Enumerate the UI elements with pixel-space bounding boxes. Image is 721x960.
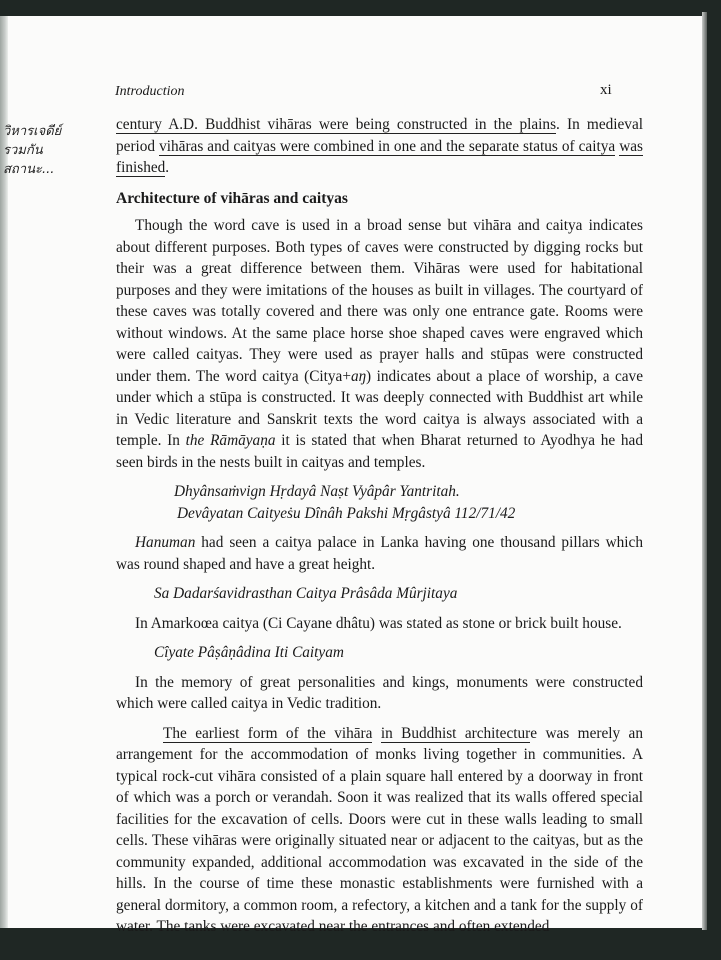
text-run: Though the word cave is used in a broad sense but vihāra and caitya indicates about different purposes. Both types of caves were constructed by digging rocks but their was a great difference between them. Vihāras were used for habitational purposes and they were imitations of the houses as built in villages. The courtyard of these caves was totally covered and there was only one entrance gate. Rooms were without windows. At the same place horse shoe shaped caves were engraved which were called caityas. They were used as prayer halls and stūpas were constructed under them. The word caitya (Citya+ [116,217,643,385]
underlined-text: century A.D. Buddhist vihāras were being constructed in the plains [116,116,557,133]
paragraph: In Amarkoœa caitya (Ci Cayane dhâtu) was stated as stone or brick built house. [135,614,622,632]
paragraph [116,723,643,938]
running-head: Introduction [115,84,185,99]
verse-line: Dhyânsaṁvign Hṛdayâ Naṣt Vyâpâr Yantritah. [174,483,460,500]
verse-quote: Sa Dadarśavidrasthan Caitya Prâsâda Mûrjitaya [154,585,458,602]
paragraph-continuation [116,114,643,179]
annotation-line: รวมกัน [3,143,43,158]
paragraph [116,532,643,575]
verse-quote [116,481,643,524]
section-heading: Architecture of vihāras and caityas [116,189,348,207]
italic-text: aŋ [350,367,366,385]
text-run: ) indicates about a place of worship, a cave under which a stūpa is constructed. It was deeply connected with Buddhist art while in Vedic literature and Sanskrit texts the word caitya is always associated with a temple. In [116,367,643,449]
text-run: it is stated that when Bharat returned to Ayodhya he had seen birds in the nests built in caityas and temples. [116,432,643,471]
handwritten-annotation [3,122,113,179]
italic-name: Hanuman [135,534,196,551]
underlined-text: in Buddhist architectur [380,724,531,742]
text-run [372,725,380,742]
paragraph [116,215,643,473]
verse-line: Devâyatan Caityeṡu Dînâh Pakshi Mṛgâstyâ 112/71/42 [177,504,516,522]
body-text [116,114,643,938]
annotation-line: วิหารเจดีย์ [3,124,62,139]
underlined-text: vihāras and caityas were combined in one and the separate status of caitya [159,137,616,155]
text-run: . In medieval period [116,116,643,155]
text-run: e was merely an arrangement for the accommodation of monks living together in communities. A typical rock-cut vihāra consisted of a plain square hall entered by a doorway in front of which was a porch or verandah. Soon it was realized that its walls offered special facilities for the excavation of cells. Doors were cut in these walls leading to small cells. These vihāras were originally situated near or adjacent to the caityas, but as the community expanded, additional accommodation was excavated in the side of the hills. In the course of time these monastic establishments were furnished with a general dormitory, a common room, a refectory, a kitchen and a tank for the supply of water. The tanks were excavated near the entrances and often extended [116,724,643,935]
text-run: had seen a caitya palace in Lanka having one thousand pillars which was round shaped and have a great height. [116,534,643,573]
paragraph: In the memory of great personalities and kings, monuments were constructed which were called caitya in Vedic tradition. [116,673,643,712]
text-run: . [165,159,170,176]
page-number: xi [600,82,612,98]
verse-quote: Cîyate Pâṣâṇâdina Iti Caityam [154,644,344,661]
underlined-text: was finished [116,137,643,176]
underlined-text: The earliest form of the vihāra [163,724,373,742]
italic-title: the Rāmāyaṇa [185,432,276,449]
annotation-line: สถานะ... [3,162,55,177]
page-right-edge [702,12,707,930]
